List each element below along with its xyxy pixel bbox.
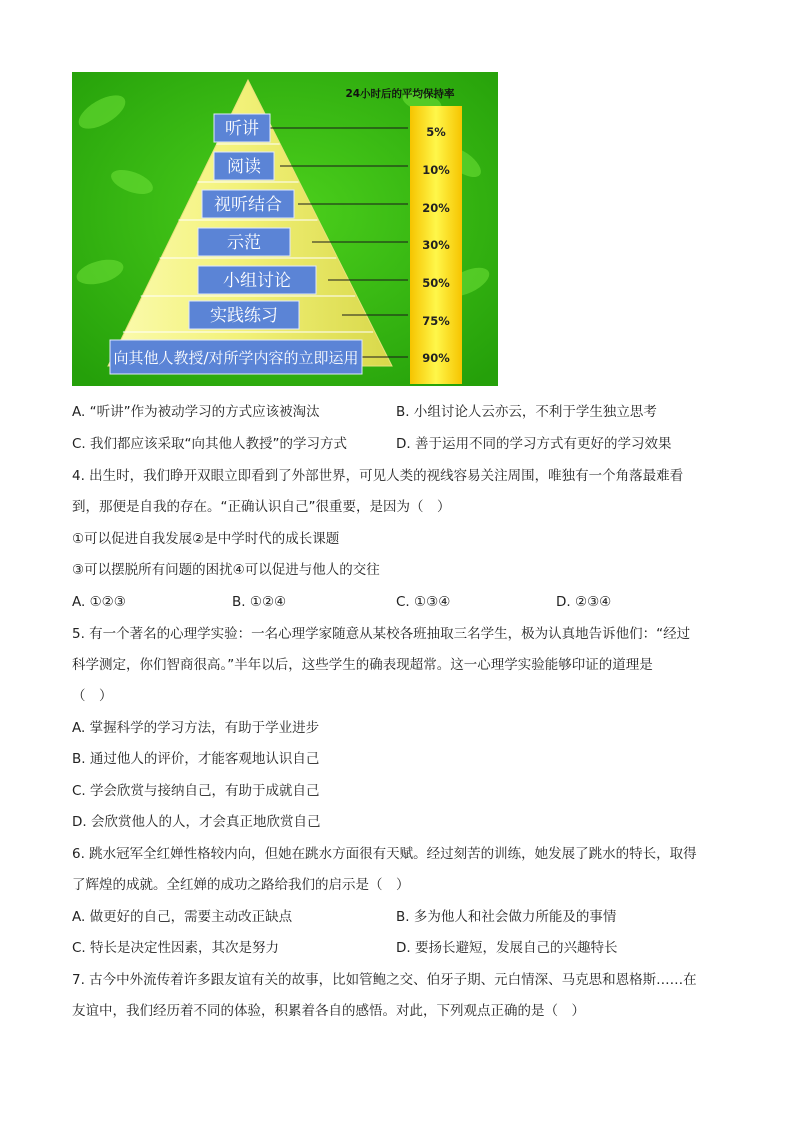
level-label: 实践练习 [210,306,278,326]
q5-stem-line-2: 科学测定，你们智商很高。”半年以后，这些学生的确表现超常。这一心理学实验能够印证的道理是 [72,657,653,673]
level-label: 示范 [227,233,261,253]
retention-chart-title: 24小时后的平均保持率 [345,88,455,100]
q5-option-d: D. 会欣赏他人的人，才会真正地欣赏自己 [72,814,321,830]
q4-stem-line-2: 到，那便是自我的存在。“正确认识自己”很重要，是因为（ ） [72,499,451,515]
level-retention-rate: 5% [426,125,446,139]
q4-stem-line-1: 4. 出生时，我们睁开双眼立即看到了外部世界，可见人类的视线容易关注周围，唯独有一个角落最难看 [72,468,684,484]
level-retention-rate: 20% [422,201,450,215]
q5-stem-line-3: （ ） [72,688,113,704]
learning-pyramid-figure [72,72,498,386]
q5-option-a: A. 掌握科学的学习方法，有助于学业进步 [72,720,320,736]
q4-option-d: D. ②③④ [556,594,612,610]
q4-items-line-1: ①可以促进自我发展②是中学时代的成长课题 [72,531,340,547]
q7-stem-line-2: 友谊中，我们经历着不同的体验，积累着各自的感悟。对此，下列观点正确的是（ ） [72,1003,585,1019]
q6-option-c: C. 特长是决定性因素，其次是努力 [72,940,280,956]
q4-option-b: B. ①②④ [232,594,287,610]
q3-option-c: C. 我们都应该采取“向其他人教授”的学习方式 [72,436,347,452]
level-label: 听讲 [225,119,259,139]
q5-stem-line-1: 5. 有一个著名的心理学实验：一名心理学家随意从某校各班抽取三名学生，极为认真地告诉他们：“经过 [72,626,691,642]
level-retention-rate: 30% [422,238,450,252]
q6-option-a: A. 做更好的自己，需要主动改正缺点 [72,909,293,925]
level-label: 小组讨论 [223,271,291,291]
q6-stem-line-1: 6. 跳水冠军全红婵性格较内向，但她在跳水方面很有天赋。经过刻苦的训练，她发展了跳水的特长，取得 [72,846,697,862]
q3-option-a: A. “听讲”作为被动学习的方式应该被淘汰 [72,404,320,420]
q4-option-c: C. ①③④ [396,594,451,610]
level-retention-rate: 75% [422,314,450,328]
level-retention-rate: 90% [422,351,450,365]
q5-option-c: C. 学会欣赏与接纳自己，有助于成就自己 [72,783,320,799]
level-label: 向其他人教授/对所学内容的立即运用 [113,349,359,367]
q3-option-b: B. 小组讨论人云亦云，不利于学生独立思考 [396,404,657,420]
q6-stem-line-2: 了辉煌的成就。全红婵的成功之路给我们的启示是（ ） [72,877,410,893]
q3-option-d: D. 善于运用不同的学习方式有更好的学习效果 [396,436,672,452]
level-retention-rate: 10% [422,163,450,177]
q6-option-b: B. 多为他人和社会做力所能及的事情 [396,909,617,925]
q4-items-line-2: ③可以摆脱所有问题的困扰④可以促进与他人的交往 [72,562,380,578]
q6-option-d: D. 要扬长避短，发展自己的兴趣特长 [396,940,618,956]
level-label: 视听结合 [214,195,282,215]
level-label: 阅读 [227,157,261,177]
q4-option-a: A. ①②③ [72,594,126,610]
q5-option-b: B. 通过他人的评价，才能客观地认识自己 [72,751,320,767]
q7-stem-line-1: 7. 古今中外流传着许多跟友谊有关的故事，比如管鲍之交、伯牙子期、元白情深、马克思和恩格斯……在 [72,972,697,988]
level-retention-rate: 50% [422,276,450,290]
